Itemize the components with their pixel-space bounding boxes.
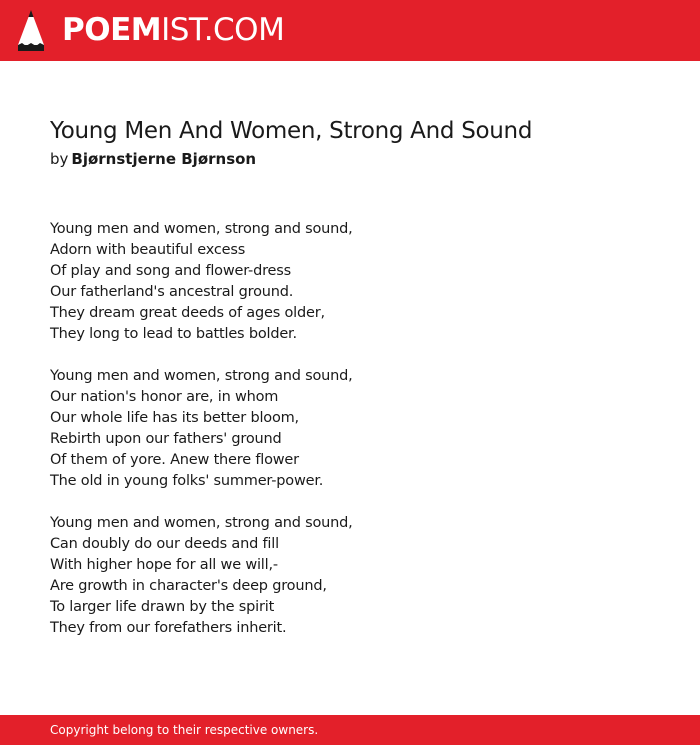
poem-line: Our nation's honor are, in whom: [50, 389, 279, 405]
poem-line: Of play and song and flower-dress: [50, 263, 291, 279]
stanza: [50, 219, 650, 345]
poem-line: Rebirth upon our fathers' ground: [50, 431, 282, 447]
byline-label: by: [50, 150, 69, 168]
poem-line: They from our forefathers inherit.: [50, 620, 287, 636]
byline: [50, 149, 256, 169]
poem-line: Young men and women, strong and sound,: [50, 368, 353, 384]
poem-line: They long to lead to battles bolder.: [50, 326, 297, 342]
site-logo[interactable]: [62, 12, 284, 48]
poem-line: Can doubly do our deeds and fill: [50, 536, 279, 552]
logo-light-text: IST.COM: [161, 12, 285, 48]
poem-line: They dream great deeds of ages older,: [50, 305, 325, 321]
poem-line: Young men and women, strong and sound,: [50, 221, 353, 237]
poem-body: [50, 219, 650, 660]
poem-line: Adorn with beautiful excess: [50, 242, 246, 258]
poem-line: With higher hope for all we will,-: [50, 557, 278, 573]
poem-line: Are growth in character's deep ground,: [50, 578, 327, 594]
author-name: Bjørnstjerne Bjørnson: [71, 150, 257, 168]
site-header: [0, 0, 700, 61]
poem-line: The old in young folks' summer-power.: [50, 473, 324, 489]
poem-line: Our fatherland's ancestral ground.: [50, 284, 294, 300]
poem-line: To larger life drawn by the spirit: [50, 599, 275, 615]
poem-line: Of them of yore. Anew there flower: [50, 452, 299, 468]
poem-title: Young Men And Women, Strong And Sound: [50, 118, 533, 144]
poem-line: Young men and women, strong and sound,: [50, 515, 353, 531]
stanza: [50, 513, 650, 639]
site-footer: [0, 715, 700, 745]
stanza: [50, 366, 650, 492]
poem-line: Our whole life has its better bloom,: [50, 410, 299, 426]
logo-bold-text: POEM: [62, 12, 162, 48]
pencil-tip-icon: [18, 10, 44, 51]
copyright-notice: Copyright belong to their respective owners.: [50, 723, 319, 737]
